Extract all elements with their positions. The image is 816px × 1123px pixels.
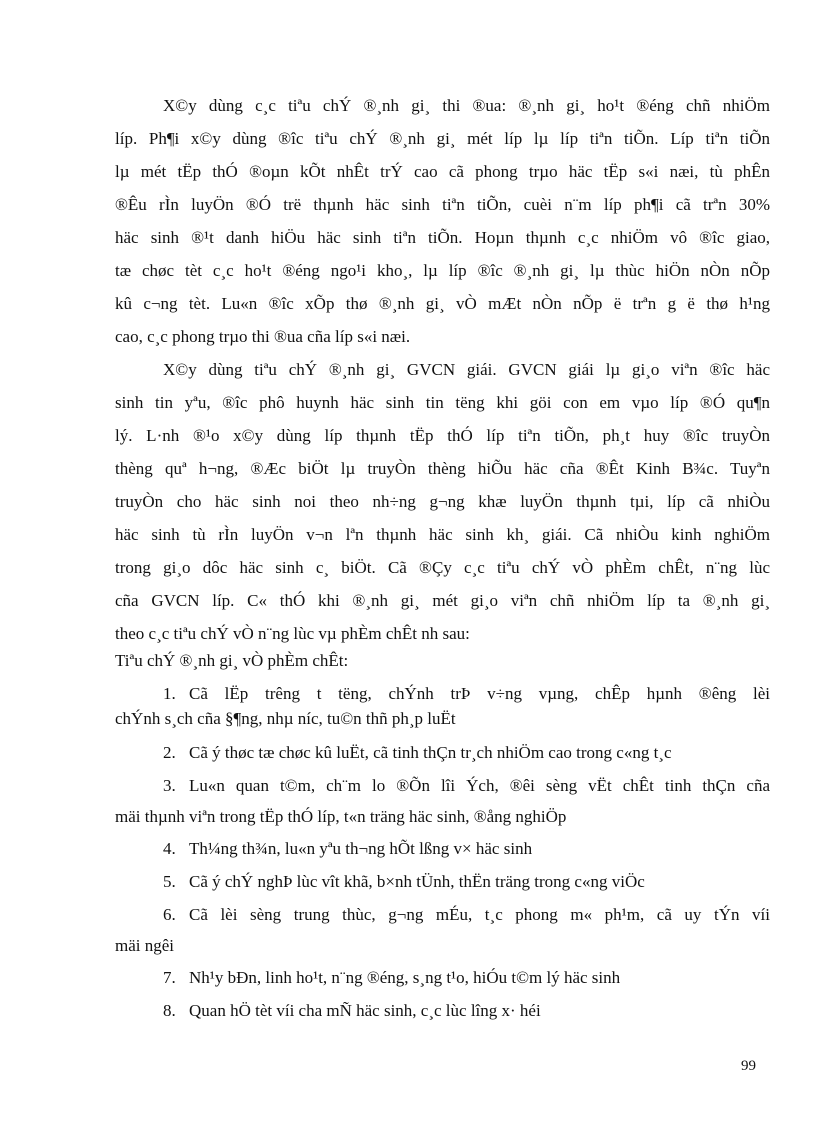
criteria-item-continuation: mäi thµnh viªn trong tËp thÓ líp, t«n träng häc sinh, ®ång nghiÖp [115,807,567,826]
item-number: 4. [163,839,176,858]
item-number: 3. [163,776,176,795]
paragraph-line: theo c¸c tiªu chÝ vÒ n¨ng lùc vµ phÈm chÊt nh sau: [115,624,470,643]
item-number: 7. [163,968,176,987]
criteria-item [163,775,770,797]
paragraph-line: cao, c¸c phong trµo thi ®ua cña líp s«i næi. [115,327,411,346]
criteria-item [163,742,770,764]
criteria-item [163,1000,770,1022]
criteria-item [163,904,770,926]
item-text: Lu«n quan t©m, ch¨m lo ®Õn lîi Ých, ®êi sèng vËt chÊt tinh thÇn cña [189,776,770,795]
page-number: 99 [741,1058,756,1074]
criteria-heading: Tiªu chÝ ®¸nh gi¸ vÒ phÈm chÊt: [115,651,349,670]
item-number: 2. [163,743,176,762]
paragraph-line: häc sinh ®¹t danh hiÖu häc sinh tiªn tiÕn. Hoµn thµnh c¸c nhiÖm vô ®îc giao, [115,228,770,247]
criteria-item [163,967,770,989]
item-text: Th¼ng th¾n, lu«n yªu th¬ng hÕt lßng v× häc sinh [189,839,533,858]
item-text: Cã lËp trêng t tëng, chÝnh trÞ v÷ng vµng, chÊp hµnh ®êng lèi [189,684,770,703]
criteria-item [163,838,770,860]
criteria-item-continuation: chÝnh s¸ch cña §¶ng, nhµ níc, tu©n thñ ph¸p luËt [115,709,456,728]
paragraph-line: ®Êu rÌn luyÖn ®Ó trë thµnh häc sinh tiªn tiÕn, cuèi n¨m líp ph¶i cã trªn 30% [115,195,770,214]
paragraph-line: lµ mét tËp thÓ ®oµn kÕt nhÊt trÝ cao cã phong trµo häc tËp s«i næi, tù phÊn [115,162,770,181]
paragraph-line: thèng quª h¬ng, ®Æc biÖt lµ truyÒn thèng hiÕu häc cña ®Êt Kinh B¾c. Tuyªn [115,459,770,478]
item-number: 8. [163,1001,176,1020]
item-text: Cã ý chÝ nghÞ lùc vît khã, b×nh tÜnh, thËn träng trong c«ng viÖc [189,872,645,891]
item-number: 5. [163,872,176,891]
criteria-item [163,871,770,893]
item-text: Nh¹y bÐn, linh ho¹t, n¨ng ®éng, s¸ng t¹o, hiÓu t©m lý häc sinh [189,968,621,987]
paragraph-line: cña GVCN líp. C« thÓ khi ®¸nh gi¸ mét gi¸o viªn chñ nhiÖm líp ta ®¸nh gi¸ [115,591,770,610]
item-text: Cã ý thøc tæ chøc kû luËt, cã tinh thÇn tr¸ch nhiÖm cao trong c«ng t¸c [189,743,672,762]
item-text: Quan hÖ tèt víi cha mÑ häc sinh, c¸c lùc lîng x· héi [189,1001,541,1020]
item-number: 6. [163,905,176,924]
paragraph-line: líp. Ph¶i x©y dùng ®îc tiªu chÝ ®¸nh gi¸ mét líp lµ líp tiªn tiÕn. Líp tiªn tiÕn [115,129,770,148]
paragraph-line: truyÒn cho häc sinh noi theo nh÷ng g¬ng khæ luyÖn thµnh tµi, líp cã nhiÒu [115,492,770,511]
paragraph-line: X©y dùng c¸c tiªu chÝ ®¸nh gi¸ thi ®ua: ®¸nh gi¸ ho¹t ®éng chñ nhiÖm [163,96,770,115]
paragraph-line: lý. L·nh ®¹o x©y dùng líp thµnh tËp thÓ líp tiªn tiÕn, ph¸t huy ®îc truyÒn [115,426,770,445]
criteria-item-continuation: mäi ngêi [115,936,175,955]
criteria-item [163,683,770,705]
paragraph-line: X©y dùng tiªu chÝ ®¸nh gi¸ GVCN giái. GVCN giái lµ gi¸o viªn ®îc häc [163,360,770,379]
item-number: 1. [163,684,176,703]
item-text: Cã lèi sèng trung thùc, g¬ng mÉu, t¸c phong m« ph¹m, cã uy tÝn víi [189,905,770,924]
paragraph-line: kû c¬ng tèt. Lu«n ®îc xÕp thø ®¸nh gi¸ vÒ mÆt nÒn nÕp ë trªn g ë thø h¹ng [115,294,770,313]
paragraph-line: häc sinh tù rÌn luyÖn v¬n lªn thµnh häc sinh kh¸ giái. Cã nhiÒu kinh nghiÖm [115,525,770,544]
paragraph-line: trong gi¸o dôc häc sinh c¸ biÖt. Cã ®Çy c¸c tiªu chÝ vÒ phÈm chÊt, n¨ng lùc [115,558,770,577]
paragraph-line: sinh tin yªu, ®îc phô huynh häc sinh tin tëng khi göi con em vµo líp ®Ó qu¶n [115,393,770,412]
paragraph-line: tæ chøc tèt c¸c ho¹t ®éng ngo¹i kho¸, lµ líp ®îc ®¸nh gi¸ lµ thùc hiÖn nÒn nÕp [115,261,770,280]
